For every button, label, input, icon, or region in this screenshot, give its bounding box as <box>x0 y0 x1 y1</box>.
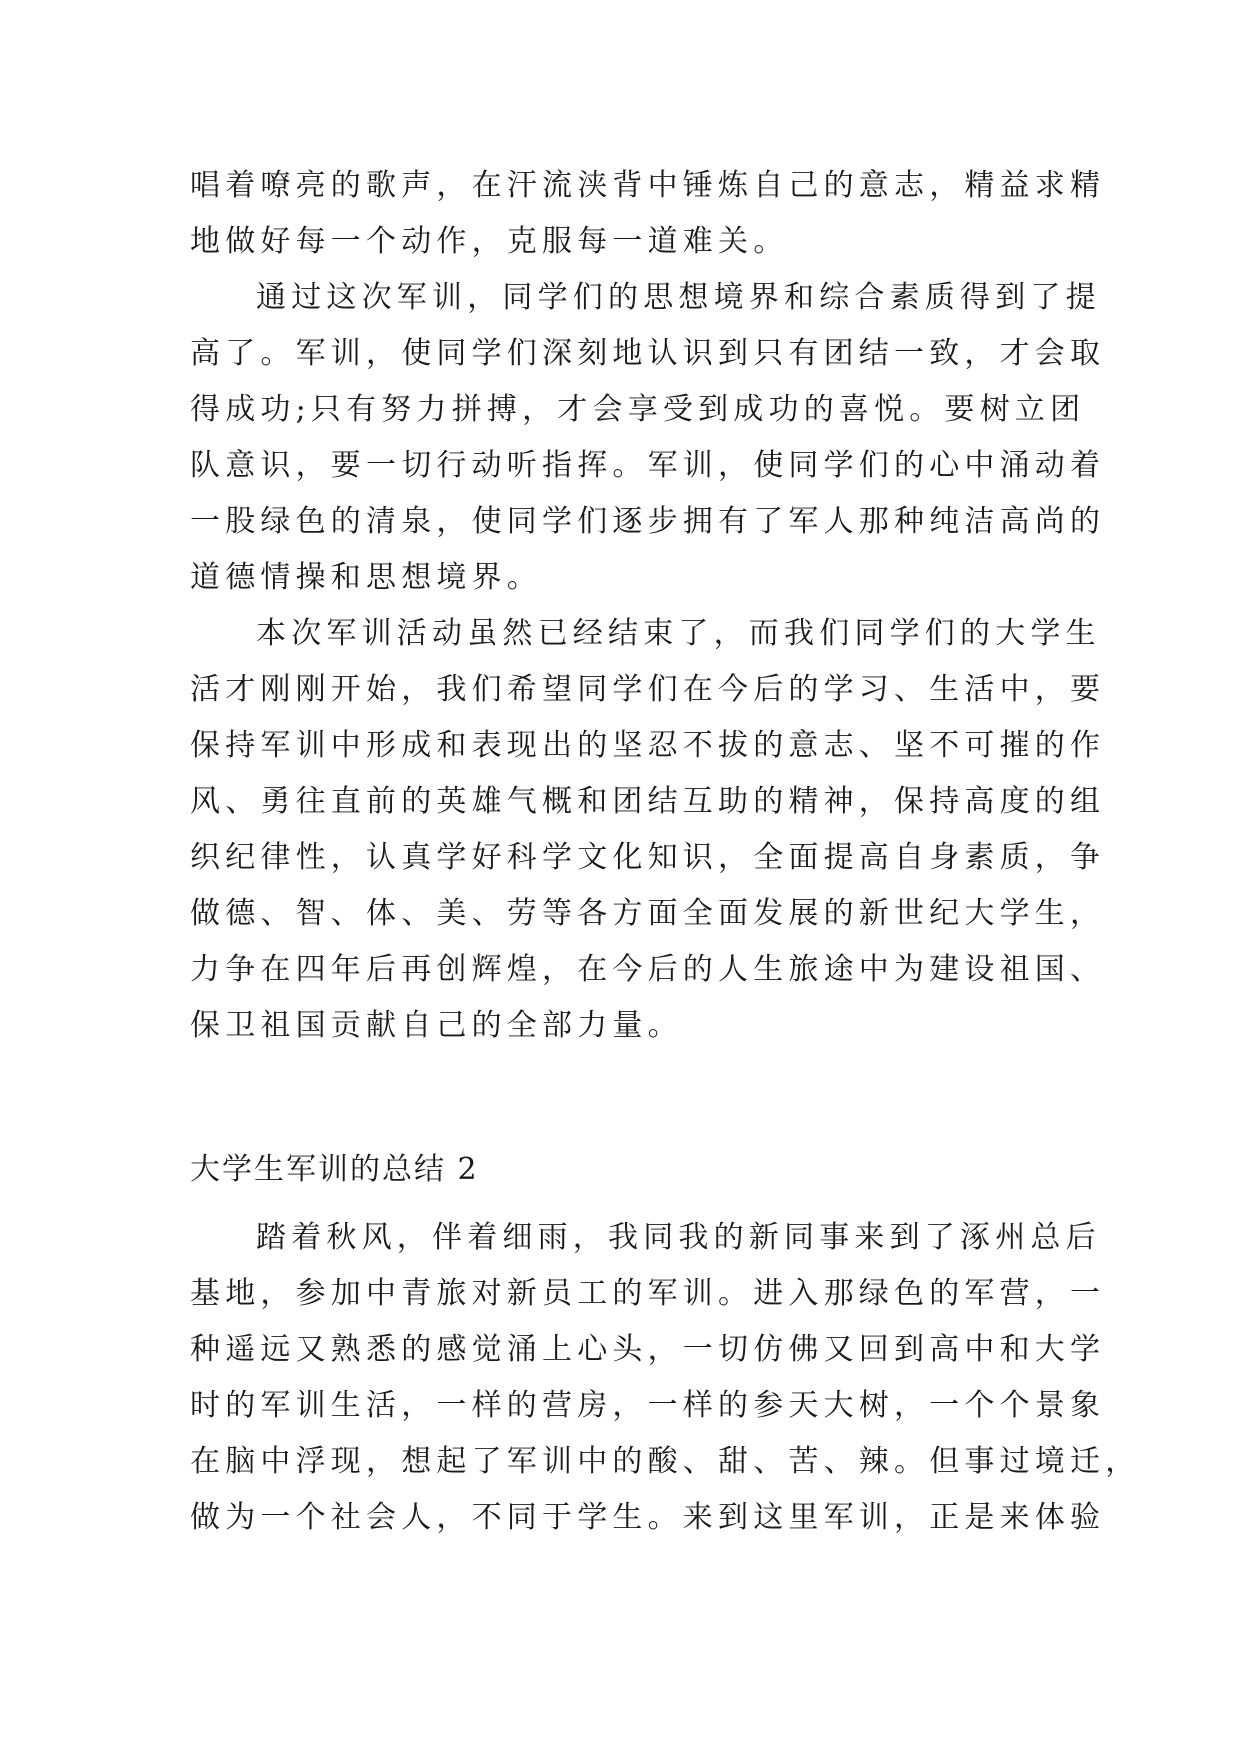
body-line: 唱着嘹亮的歌声，在汗流浃背中锤炼自己的意志，精益求精 <box>190 168 1106 203</box>
body-line: 时的军训生活，一样的营房，一样的参天大树，一个个景象 <box>190 1388 1106 1423</box>
body-line: 保卫祖国贡献自己的全部力量。 <box>190 1008 683 1043</box>
body-line: 做德、智、体、美、劳等各方面全面发展的新世纪大学生， <box>190 896 1106 931</box>
body-line: 一股绿色的清泉，使同学们逐步拥有了军人那种纯洁高尚的 <box>190 504 1106 539</box>
paragraph-start-line: 通过这次军训，同学们的思想境界和综合素质得到了提 <box>256 280 1101 315</box>
section1-body <box>190 158 1106 1054</box>
body-line: 织纪律性，认真学好科学文化知识，全面提高自身素质，争 <box>190 840 1106 875</box>
body-line: 道德情操和思想境界。 <box>190 560 542 595</box>
body-line: 在脑中浮现，想起了军训中的酸、甜、苦、辣。但事过境迁， <box>190 1444 1141 1479</box>
body-line: 保持军训中形成和表现出的坚忍不拔的意志、坚不可摧的作 <box>190 728 1106 763</box>
body-line: 活才刚刚开始，我们希望同学们在今后的学习、生活中，要 <box>190 672 1106 707</box>
paragraph-start-line: 本次军训活动虽然已经结束了，而我们同学们的大学生 <box>256 616 1101 651</box>
paragraph-start-line: 踏着秋风，伴着细雨，我同我的新同事来到了涿州总后 <box>256 1220 1101 1255</box>
body-line: 队意识，要一切行动听指挥。军训，使同学们的心中涌动着 <box>190 448 1106 483</box>
body-line: 力争在四年后再创辉煌，在今后的人生旅途中为建设祖国、 <box>190 952 1106 987</box>
body-line: 风、勇往直前的英雄气概和团结互助的精神，保持高度的组 <box>190 784 1106 819</box>
body-line: 做为一个社会人，不同于学生。来到这里军训，正是来体验 <box>190 1500 1106 1535</box>
body-line: 得成功;只有努力拼搏，才会享受到成功的喜悦。要树立团 <box>190 392 1086 427</box>
body-line: 地做好每一个动作，克服每一道难关。 <box>190 224 789 259</box>
body-line: 基地，参加中青旅对新员工的军训。进入那绿色的军营，一 <box>190 1276 1106 1311</box>
body-line: 高了。军训，使同学们深刻地认识到只有团结一致，才会取 <box>190 336 1106 371</box>
body-line: 种遥远又熟悉的感觉涌上心头，一切仿佛又回到高中和大学 <box>190 1332 1106 1367</box>
section2-body <box>190 1210 1141 1546</box>
section-heading: 大学生军训的总结 2 <box>190 1152 479 1187</box>
